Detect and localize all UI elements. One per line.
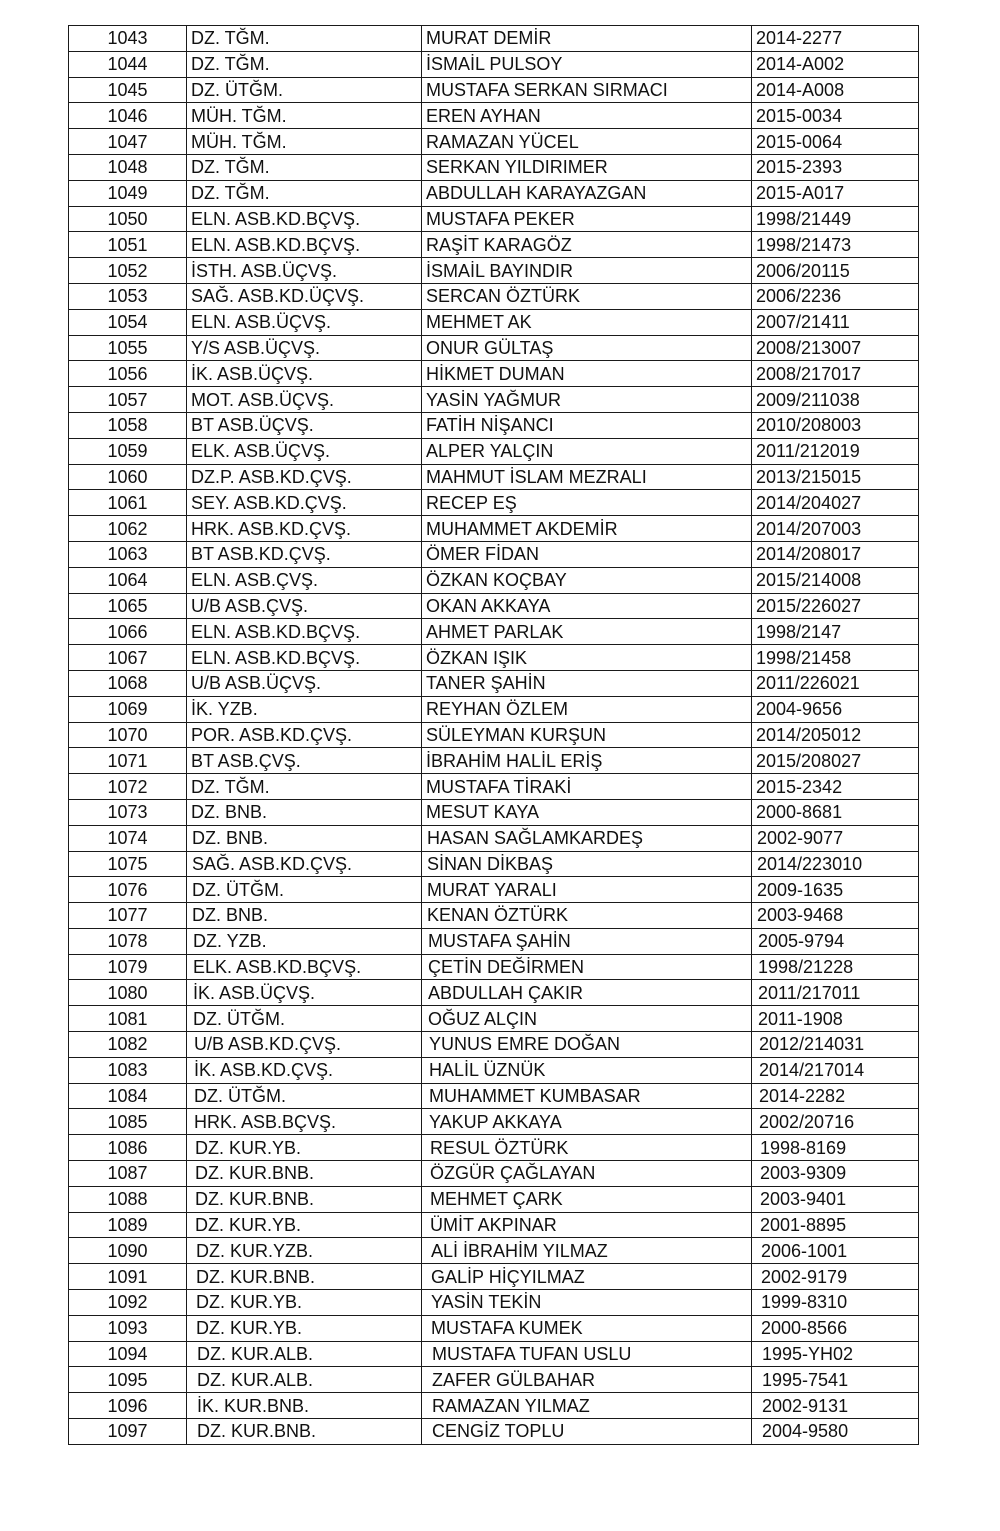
- registry-number-cell: 2015-2342: [752, 774, 919, 800]
- rank-cell: DZ. KUR.YZB.: [187, 1238, 422, 1264]
- table-row: [69, 283, 919, 309]
- row-number-cell: 1097: [69, 1419, 187, 1445]
- rank-cell: DZ. BNB.: [187, 903, 422, 929]
- table-row: [69, 412, 919, 438]
- full-name-cell: YUNUS EMRE DOĞAN: [422, 1032, 752, 1058]
- table-row: [69, 464, 919, 490]
- rank-cell: BT ASB.ÜÇVŞ.: [187, 412, 422, 438]
- rank-cell: DZ. TĞM.: [187, 154, 422, 180]
- row-number-cell: 1055: [69, 335, 187, 361]
- full-name-cell: GALİP HİÇYILMAZ: [422, 1264, 752, 1290]
- full-name-cell: ABDULLAH ÇAKIR: [422, 980, 752, 1006]
- rank-cell: U/B ASB.KD.ÇVŞ.: [187, 1032, 422, 1058]
- row-number-cell: 1067: [69, 645, 187, 671]
- full-name-cell: REYHAN ÖZLEM: [422, 696, 752, 722]
- full-name-cell: MUHAMMET AKDEMİR: [422, 516, 752, 542]
- full-name-cell: HALİL ÜZNÜK: [422, 1057, 752, 1083]
- rank-cell: MÜH. TĞM.: [187, 129, 422, 155]
- row-number-cell: 1065: [69, 593, 187, 619]
- table-row: [69, 645, 919, 671]
- rank-cell: İK. KUR.BNB.: [187, 1393, 422, 1419]
- row-number-cell: 1062: [69, 516, 187, 542]
- table-row: [69, 541, 919, 567]
- table-row: [69, 1419, 919, 1445]
- registry-number-cell: 2011-1908: [752, 1006, 919, 1032]
- registry-number-cell: 2004-9580: [752, 1419, 919, 1445]
- full-name-cell: YAKUP AKKAYA: [422, 1109, 752, 1135]
- full-name-cell: RESUL ÖZTÜRK: [422, 1135, 752, 1161]
- table-row: [69, 877, 919, 903]
- row-number-cell: 1082: [69, 1032, 187, 1058]
- table-row: [69, 1238, 919, 1264]
- table-row: [69, 980, 919, 1006]
- registry-number-cell: 2001-8895: [752, 1212, 919, 1238]
- registry-number-cell: 2015-2393: [752, 154, 919, 180]
- full-name-cell: MUSTAFA TUFAN USLU: [422, 1341, 752, 1367]
- full-name-cell: MUSTAFA PEKER: [422, 206, 752, 232]
- full-name-cell: ÖZKAN KOÇBAY: [422, 567, 752, 593]
- full-name-cell: YASİN YAĞMUR: [422, 387, 752, 413]
- registry-number-cell: 2000-8681: [752, 799, 919, 825]
- row-number-cell: 1092: [69, 1290, 187, 1316]
- rank-cell: İK. YZB.: [187, 696, 422, 722]
- rank-cell: DZ. TĞM.: [187, 774, 422, 800]
- rank-cell: SAĞ. ASB.KD.ÜÇVŞ.: [187, 283, 422, 309]
- table-row: [69, 1032, 919, 1058]
- row-number-cell: 1068: [69, 670, 187, 696]
- rank-cell: DZ. KUR.BNB.: [187, 1161, 422, 1187]
- registry-number-cell: 1998/21458: [752, 645, 919, 671]
- row-number-cell: 1095: [69, 1367, 187, 1393]
- table-row: [69, 180, 919, 206]
- row-number-cell: 1069: [69, 696, 187, 722]
- rank-cell: ELK. ASB.KD.BÇVŞ.: [187, 954, 422, 980]
- row-number-cell: 1080: [69, 980, 187, 1006]
- registry-number-cell: 2002-9179: [752, 1264, 919, 1290]
- registry-number-cell: 2009-1635: [752, 877, 919, 903]
- rank-cell: POR. ASB.KD.ÇVŞ.: [187, 722, 422, 748]
- table-row: [69, 1315, 919, 1341]
- row-number-cell: 1077: [69, 903, 187, 929]
- row-number-cell: 1094: [69, 1341, 187, 1367]
- registry-number-cell: 2012/214031: [752, 1032, 919, 1058]
- registry-number-cell: 2015-0064: [752, 129, 919, 155]
- registry-number-cell: 2015-A017: [752, 180, 919, 206]
- registry-number-cell: 2008/213007: [752, 335, 919, 361]
- full-name-cell: ÖZGÜR ÇAĞLAYAN: [422, 1161, 752, 1187]
- table-row: [69, 1212, 919, 1238]
- full-name-cell: ONUR GÜLTAŞ: [422, 335, 752, 361]
- full-name-cell: MESUT KAYA: [422, 799, 752, 825]
- registry-number-cell: 1995-7541: [752, 1367, 919, 1393]
- row-number-cell: 1085: [69, 1109, 187, 1135]
- table-row: [69, 438, 919, 464]
- registry-number-cell: 1998/21228: [752, 954, 919, 980]
- registry-number-cell: 1998/21473: [752, 232, 919, 258]
- registry-number-cell: 2008/217017: [752, 361, 919, 387]
- registry-number-cell: 1998-8169: [752, 1135, 919, 1161]
- table-row: [69, 903, 919, 929]
- rank-cell: DZ. BNB.: [187, 799, 422, 825]
- rank-cell: ELN. ASB.KD.BÇVŞ.: [187, 206, 422, 232]
- table-row: [69, 799, 919, 825]
- registry-number-cell: 2014-2282: [752, 1083, 919, 1109]
- registry-number-cell: 1998/21449: [752, 206, 919, 232]
- registry-number-cell: 2015-0034: [752, 103, 919, 129]
- row-number-cell: 1043: [69, 26, 187, 52]
- registry-number-cell: 2010/208003: [752, 412, 919, 438]
- table-row: [69, 1290, 919, 1316]
- full-name-cell: MUSTAFA ŞAHİN: [422, 928, 752, 954]
- row-number-cell: 1081: [69, 1006, 187, 1032]
- row-number-cell: 1045: [69, 77, 187, 103]
- full-name-cell: HASAN SAĞLAMKARDEŞ: [422, 825, 752, 851]
- rank-cell: DZ. TĞM.: [187, 180, 422, 206]
- full-name-cell: ALİ İBRAHİM YILMAZ: [422, 1238, 752, 1264]
- row-number-cell: 1059: [69, 438, 187, 464]
- row-number-cell: 1078: [69, 928, 187, 954]
- registry-number-cell: 2011/226021: [752, 670, 919, 696]
- full-name-cell: MUSTAFA TİRAKİ: [422, 774, 752, 800]
- row-number-cell: 1064: [69, 567, 187, 593]
- table-row: [69, 1109, 919, 1135]
- row-number-cell: 1096: [69, 1393, 187, 1419]
- row-number-cell: 1050: [69, 206, 187, 232]
- table-row: [69, 154, 919, 180]
- registry-number-cell: 2015/208027: [752, 748, 919, 774]
- full-name-cell: MAHMUT İSLAM MEZRALI: [422, 464, 752, 490]
- rank-cell: Y/S ASB.ÜÇVŞ.: [187, 335, 422, 361]
- row-number-cell: 1061: [69, 490, 187, 516]
- rank-cell: DZ. KUR.ALB.: [187, 1341, 422, 1367]
- registry-number-cell: 2014/217014: [752, 1057, 919, 1083]
- rank-cell: DZ. KUR.BNB.: [187, 1264, 422, 1290]
- full-name-cell: ALPER YALÇIN: [422, 438, 752, 464]
- rank-cell: HRK. ASB.KD.ÇVŞ.: [187, 516, 422, 542]
- roster-table-body: [69, 26, 919, 1445]
- full-name-cell: İSMAİL PULSOY: [422, 51, 752, 77]
- registry-number-cell: 2014/205012: [752, 722, 919, 748]
- full-name-cell: SİNAN DİKBAŞ: [422, 851, 752, 877]
- row-number-cell: 1056: [69, 361, 187, 387]
- row-number-cell: 1076: [69, 877, 187, 903]
- table-row: [69, 670, 919, 696]
- row-number-cell: 1084: [69, 1083, 187, 1109]
- table-row: [69, 851, 919, 877]
- row-number-cell: 1073: [69, 799, 187, 825]
- full-name-cell: RAMAZAN YILMAZ: [422, 1393, 752, 1419]
- registry-number-cell: 2006/20115: [752, 258, 919, 284]
- full-name-cell: MUHAMMET KUMBASAR: [422, 1083, 752, 1109]
- registry-number-cell: 2014-A008: [752, 77, 919, 103]
- row-number-cell: 1090: [69, 1238, 187, 1264]
- rank-cell: MOT. ASB.ÜÇVŞ.: [187, 387, 422, 413]
- registry-number-cell: 1998/2147: [752, 619, 919, 645]
- table-row: [69, 619, 919, 645]
- row-number-cell: 1087: [69, 1161, 187, 1187]
- full-name-cell: ZAFER GÜLBAHAR: [422, 1367, 752, 1393]
- row-number-cell: 1058: [69, 412, 187, 438]
- rank-cell: BT ASB.ÇVŞ.: [187, 748, 422, 774]
- row-number-cell: 1053: [69, 283, 187, 309]
- table-row: [69, 722, 919, 748]
- registry-number-cell: 2003-9401: [752, 1186, 919, 1212]
- row-number-cell: 1071: [69, 748, 187, 774]
- table-row: [69, 1006, 919, 1032]
- registry-number-cell: 2015/214008: [752, 567, 919, 593]
- row-number-cell: 1075: [69, 851, 187, 877]
- row-number-cell: 1093: [69, 1315, 187, 1341]
- row-number-cell: 1083: [69, 1057, 187, 1083]
- full-name-cell: MEHMET ÇARK: [422, 1186, 752, 1212]
- full-name-cell: KENAN ÖZTÜRK: [422, 903, 752, 929]
- table-row: [69, 1341, 919, 1367]
- table-row: [69, 103, 919, 129]
- registry-number-cell: 2011/212019: [752, 438, 919, 464]
- registry-number-cell: 2003-9468: [752, 903, 919, 929]
- table-row: [69, 309, 919, 335]
- row-number-cell: 1086: [69, 1135, 187, 1161]
- registry-number-cell: 2014/208017: [752, 541, 919, 567]
- rank-cell: DZ. ÜTĞM.: [187, 877, 422, 903]
- rank-cell: İK. ASB.ÜÇVŞ.: [187, 980, 422, 1006]
- registry-number-cell: 1995-YH02: [752, 1341, 919, 1367]
- registry-number-cell: 2004-9656: [752, 696, 919, 722]
- rank-cell: ELN. ASB.KD.BÇVŞ.: [187, 645, 422, 671]
- row-number-cell: 1079: [69, 954, 187, 980]
- row-number-cell: 1048: [69, 154, 187, 180]
- full-name-cell: HİKMET DUMAN: [422, 361, 752, 387]
- registry-number-cell: 2009/211038: [752, 387, 919, 413]
- table-row: [69, 1057, 919, 1083]
- row-number-cell: 1051: [69, 232, 187, 258]
- full-name-cell: İBRAHİM HALİL ERİŞ: [422, 748, 752, 774]
- registry-number-cell: 2006-1001: [752, 1238, 919, 1264]
- registry-number-cell: 2002/20716: [752, 1109, 919, 1135]
- full-name-cell: SERKAN YILDIRIMER: [422, 154, 752, 180]
- table-row: [69, 825, 919, 851]
- full-name-cell: YASİN TEKİN: [422, 1290, 752, 1316]
- row-number-cell: 1089: [69, 1212, 187, 1238]
- rank-cell: DZ. KUR.YB.: [187, 1315, 422, 1341]
- table-row: [69, 129, 919, 155]
- full-name-cell: ÖZKAN IŞIK: [422, 645, 752, 671]
- registry-number-cell: 2002-9077: [752, 825, 919, 851]
- table-row: [69, 748, 919, 774]
- table-row: [69, 954, 919, 980]
- registry-number-cell: 2002-9131: [752, 1393, 919, 1419]
- full-name-cell: AHMET PARLAK: [422, 619, 752, 645]
- rank-cell: DZ. KUR.ALB.: [187, 1367, 422, 1393]
- table-row: [69, 1083, 919, 1109]
- table-row: [69, 1393, 919, 1419]
- rank-cell: İK. ASB.KD.ÇVŞ.: [187, 1057, 422, 1083]
- table-row: [69, 26, 919, 52]
- table-row: [69, 490, 919, 516]
- rank-cell: DZ. ÜTĞM.: [187, 1006, 422, 1032]
- full-name-cell: SERCAN ÖZTÜRK: [422, 283, 752, 309]
- registry-number-cell: 2014-A002: [752, 51, 919, 77]
- registry-number-cell: 2007/21411: [752, 309, 919, 335]
- rank-cell: İK. ASB.ÜÇVŞ.: [187, 361, 422, 387]
- registry-number-cell: 2005-9794: [752, 928, 919, 954]
- rank-cell: DZ. KUR.YB.: [187, 1212, 422, 1238]
- full-name-cell: MUSTAFA SERKAN SIRMACI: [422, 77, 752, 103]
- full-name-cell: SÜLEYMAN KURŞUN: [422, 722, 752, 748]
- rank-cell: DZ. KUR.YB.: [187, 1290, 422, 1316]
- full-name-cell: MURAT DEMİR: [422, 26, 752, 52]
- table-row: [69, 516, 919, 542]
- full-name-cell: ÜMİT AKPINAR: [422, 1212, 752, 1238]
- table-row: [69, 1367, 919, 1393]
- full-name-cell: MURAT YARALI: [422, 877, 752, 903]
- row-number-cell: 1074: [69, 825, 187, 851]
- rank-cell: SEY. ASB.KD.ÇVŞ.: [187, 490, 422, 516]
- row-number-cell: 1070: [69, 722, 187, 748]
- table-row: [69, 387, 919, 413]
- rank-cell: DZ. KUR.BNB.: [187, 1419, 422, 1445]
- row-number-cell: 1046: [69, 103, 187, 129]
- rank-cell: DZ. KUR.YB.: [187, 1135, 422, 1161]
- registry-number-cell: 2014/204027: [752, 490, 919, 516]
- table-row: [69, 51, 919, 77]
- rank-cell: MÜH. TĞM.: [187, 103, 422, 129]
- registry-number-cell: 1999-8310: [752, 1290, 919, 1316]
- rank-cell: BT ASB.KD.ÇVŞ.: [187, 541, 422, 567]
- registry-number-cell: 2006/2236: [752, 283, 919, 309]
- table-row: [69, 1135, 919, 1161]
- table-row: [69, 774, 919, 800]
- full-name-cell: TANER ŞAHİN: [422, 670, 752, 696]
- table-row: [69, 567, 919, 593]
- row-number-cell: 1060: [69, 464, 187, 490]
- rank-cell: DZ. TĞM.: [187, 26, 422, 52]
- rank-cell: ELK. ASB.ÜÇVŞ.: [187, 438, 422, 464]
- row-number-cell: 1057: [69, 387, 187, 413]
- table-row: [69, 1161, 919, 1187]
- table-row: [69, 335, 919, 361]
- registry-number-cell: 2015/226027: [752, 593, 919, 619]
- full-name-cell: ABDULLAH KARAYAZGAN: [422, 180, 752, 206]
- row-number-cell: 1091: [69, 1264, 187, 1290]
- personnel-roster-table: [68, 25, 919, 1445]
- rank-cell: ELN. ASB.ÜÇVŞ.: [187, 309, 422, 335]
- full-name-cell: MUSTAFA KUMEK: [422, 1315, 752, 1341]
- table-row: [69, 696, 919, 722]
- registry-number-cell: 2003-9309: [752, 1161, 919, 1187]
- rank-cell: HRK. ASB.BÇVŞ.: [187, 1109, 422, 1135]
- row-number-cell: 1049: [69, 180, 187, 206]
- rank-cell: DZ. TĞM.: [187, 51, 422, 77]
- table-row: [69, 361, 919, 387]
- table-row: [69, 258, 919, 284]
- rank-cell: ELN. ASB.KD.BÇVŞ.: [187, 619, 422, 645]
- full-name-cell: FATİH NİŞANCI: [422, 412, 752, 438]
- registry-number-cell: 2011/217011: [752, 980, 919, 1006]
- registry-number-cell: 2000-8566: [752, 1315, 919, 1341]
- table-row: [69, 1186, 919, 1212]
- row-number-cell: 1088: [69, 1186, 187, 1212]
- rank-cell: ELN. ASB.KD.BÇVŞ.: [187, 232, 422, 258]
- row-number-cell: 1072: [69, 774, 187, 800]
- rank-cell: DZ. KUR.BNB.: [187, 1186, 422, 1212]
- table-row: [69, 928, 919, 954]
- rank-cell: SAĞ. ASB.KD.ÇVŞ.: [187, 851, 422, 877]
- full-name-cell: OĞUZ ALÇIN: [422, 1006, 752, 1032]
- row-number-cell: 1047: [69, 129, 187, 155]
- row-number-cell: 1066: [69, 619, 187, 645]
- table-row: [69, 1264, 919, 1290]
- row-number-cell: 1063: [69, 541, 187, 567]
- full-name-cell: ÖMER FİDAN: [422, 541, 752, 567]
- table-row: [69, 593, 919, 619]
- rank-cell: U/B ASB.ÇVŞ.: [187, 593, 422, 619]
- rank-cell: DZ. ÜTĞM.: [187, 77, 422, 103]
- registry-number-cell: 2014/223010: [752, 851, 919, 877]
- rank-cell: ELN. ASB.ÇVŞ.: [187, 567, 422, 593]
- registry-number-cell: 2014-2277: [752, 26, 919, 52]
- full-name-cell: RECEP EŞ: [422, 490, 752, 516]
- rank-cell: U/B ASB.ÜÇVŞ.: [187, 670, 422, 696]
- rank-cell: İSTH. ASB.ÜÇVŞ.: [187, 258, 422, 284]
- full-name-cell: CENGİZ TOPLU: [422, 1419, 752, 1445]
- rank-cell: DZ.P. ASB.KD.ÇVŞ.: [187, 464, 422, 490]
- rank-cell: DZ. BNB.: [187, 825, 422, 851]
- full-name-cell: OKAN AKKAYA: [422, 593, 752, 619]
- registry-number-cell: 2013/215015: [752, 464, 919, 490]
- row-number-cell: 1044: [69, 51, 187, 77]
- table-row: [69, 77, 919, 103]
- row-number-cell: 1052: [69, 258, 187, 284]
- rank-cell: DZ. YZB.: [187, 928, 422, 954]
- full-name-cell: ÇETİN DEĞİRMEN: [422, 954, 752, 980]
- rank-cell: DZ. ÜTĞM.: [187, 1083, 422, 1109]
- full-name-cell: RAMAZAN YÜCEL: [422, 129, 752, 155]
- full-name-cell: İSMAİL BAYINDIR: [422, 258, 752, 284]
- full-name-cell: EREN AYHAN: [422, 103, 752, 129]
- table-row: [69, 206, 919, 232]
- row-number-cell: 1054: [69, 309, 187, 335]
- full-name-cell: MEHMET AK: [422, 309, 752, 335]
- full-name-cell: RAŞİT KARAGÖZ: [422, 232, 752, 258]
- registry-number-cell: 2014/207003: [752, 516, 919, 542]
- table-row: [69, 232, 919, 258]
